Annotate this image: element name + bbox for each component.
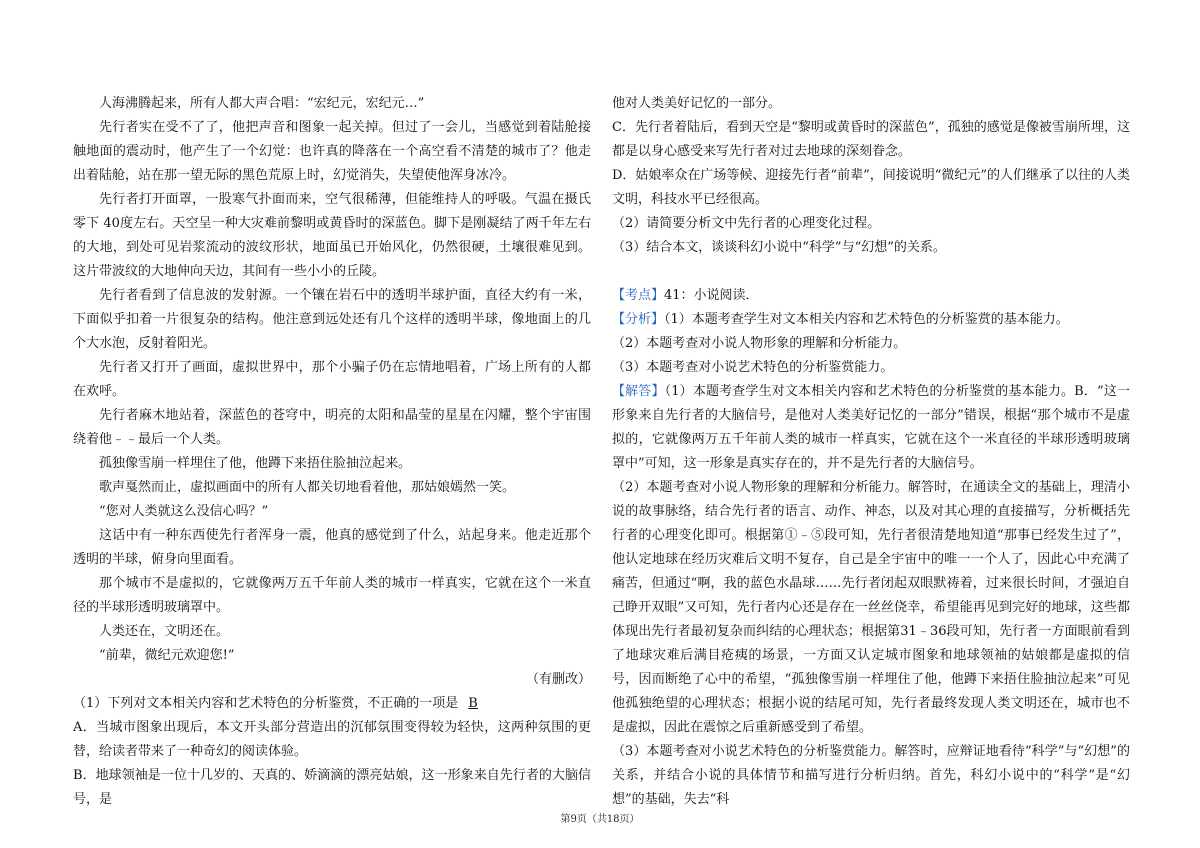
paragraph-text: 孤独像雪崩一样埋住了他，他蹲下来捂住脸抽泣起来。	[99, 456, 412, 471]
paragraph-text: （1）下列对文本相关内容和艺术特色的分析鉴赏，不正确的一项是	[73, 696, 459, 711]
paragraph-text: （1）本题考查学生对文本相关内容和艺术特色的分析鉴赏的基本能力。	[664, 312, 1069, 327]
answer-blank: B	[468, 696, 478, 711]
paragraph-text: （2）本题考查对小说人物形象的理解和分析能力。解答时，在通读全文的基础上，理清小说的故事脉络，结合先行者的语言、动作、神态，以及对其心理的直接描写，分析概括先行者的心理变化即可。根据第①﹣⑤段可知，先行者很清楚地知道“那事已经发生过了”，他认定地球在经历灾难后文明不复存，自己是全宇宙中的唯一一个人了，因此心中充满了痛苦，但通过“啊，我的蓝色水晶球……先行者闭起双眼默祷着，过来很长时间，才强迫自己睁开双眼”又可知，先行者内心还是存在一丝丝侥幸，希望能再见到完好的地球，这些都体现出先行者最初复杂而纠结的心理状态；根据第31﹣36段可知，先行者一方面眼前看到了地球灾难后满目疮痍的场景，一方面又认定城市图象和地球领袖的姑娘都是虚拟的信号，因而断绝了心中的希望，“孤独像雪崩一样埋住了他，他蹲下来捂住脸抽泣起来”可见他孤独绝望的心理状态；根据小说的结尾可知，先行者最终发现人类文明还在，城市也不是虚拟，因此在震惊之后重新感受到了希望。	[612, 480, 1130, 735]
paragraph-text: “前辈，微纪元欢迎您!”	[99, 648, 235, 663]
paragraph-text: B．地球领袖是一位十几岁的、天真的、娇滴滴的漂亮姑娘，这一形象来自先行者的大脑信号，是	[73, 768, 591, 807]
left-paragraph	[73, 116, 591, 188]
paragraph-text: （2）请简要分析文中先行者的心理变化过程。	[612, 216, 881, 231]
left-column	[73, 92, 591, 812]
paragraph-text: 歌声戛然而止，虚拟画面中的所有人都关切地看着他，那姑娘嫣然一笑。	[99, 480, 516, 495]
left-paragraph	[73, 92, 591, 116]
left-paragraph	[73, 284, 591, 356]
left-paragraph	[73, 668, 591, 692]
left-paragraph	[73, 404, 591, 452]
paragraph-text: 人海沸腾起来，所有人都大声合唱：“宏纪元，宏纪元…”	[99, 96, 425, 111]
right-paragraph	[612, 356, 1130, 380]
section-tag: 【考点】	[612, 288, 665, 303]
left-paragraph	[73, 716, 591, 764]
left-paragraph	[73, 692, 591, 716]
right-paragraph	[612, 116, 1130, 164]
paragraph-text: （3）本题考查对小说艺术特色的分析鉴赏能力。解答时，应辩证地看待“科学”与“幻想”的关系，并结合小说的具体情节和描写进行分析归纳。首先，科幻小说中的“科学”是“幻想”的基础，失去“科	[612, 744, 1130, 807]
right-paragraph	[612, 308, 1130, 332]
left-paragraph	[73, 524, 591, 572]
right-paragraph	[612, 92, 1130, 116]
paragraph-text: 先行者打开面罩，一股寒气扑面而来，空气很稀薄，但能维持人的呼吸。气温在摄氏零下 40度左右。天空呈一种大灾难前黎明或黄昏时的深蓝色。脚下是刚凝结了两千年左右的大地，到处可见岩浆流动的波纹形状，地面虽已开始风化，仍然很硬，土壤很难见到。这片带波纹的大地伸向天边，其间有一些小小的丘陵。	[73, 192, 591, 279]
right-paragraph	[612, 332, 1130, 356]
left-paragraph	[73, 500, 591, 524]
right-paragraph	[612, 236, 1130, 260]
left-paragraph	[73, 476, 591, 500]
paragraph-text: 41：小说阅读．	[664, 288, 759, 303]
right-paragraph	[612, 380, 1130, 476]
paragraph-text: 那个城市不是虚拟的，它就像两万五千年前人类的城市一样真实，它就在这个一米直径的半球形透明玻璃罩中。	[73, 576, 591, 615]
right-paragraph	[612, 284, 1130, 308]
left-paragraph	[73, 572, 591, 620]
left-paragraph	[73, 188, 591, 284]
paragraph-text: （3）本题考查对小说艺术特色的分析鉴赏能力。	[612, 360, 894, 375]
paragraph-text: C．先行者着陆后，看到天空是“黎明或黄昏时的深蓝色”，孤独的感觉是像被雪崩所埋，这都是以身心感受来写先行者对过去地球的深刻眷念。	[612, 120, 1130, 159]
right-column	[612, 92, 1130, 812]
paragraph-text: 先行者又打开了画面，虚拟世界中，那个小骗子仍在忘情地唱着，广场上所有的人都在欢呼。	[73, 360, 591, 399]
paragraph-text: 这话中有一种东西使先行者浑身一震，他真的感觉到了什么，站起身来。他走近那个透明的半球，俯身向里面看。	[73, 528, 591, 567]
paragraph-text: 先行者麻木地站着，深蓝色的苍穹中，明亮的太阳和晶莹的星星在闪耀，整个宇宙围绕着他﹣﹣最后一个人类。	[73, 408, 591, 447]
page-footer: 第9页（共18页）	[560, 814, 640, 825]
paragraph-text: （2）本题考查对小说人物形象的理解和分析能力。	[612, 336, 907, 351]
right-paragraph	[612, 212, 1130, 236]
right-paragraph	[612, 740, 1130, 812]
paragraph-text: （3）结合本文，谈谈科幻小说中“科学”与“幻想”的关系。	[612, 240, 946, 255]
left-paragraph	[73, 620, 591, 644]
right-paragraph	[612, 476, 1130, 740]
left-paragraph	[73, 356, 591, 404]
left-paragraph	[73, 644, 591, 668]
paragraph-text: 他对人类美好记忆的一部分。	[612, 96, 782, 111]
paragraph-text: 先行者实在受不了了，他把声音和图象一起关掉。但过了一会儿，当感觉到着陆舱接触地面的震动时，他产生了一个幻觉：也许真的降落在一个高空看不清楚的城市了？他走出着陆舱，站在那一望无际的黑色荒原上时，幻觉消失，失望使他浑身冰冷。	[73, 120, 591, 183]
paragraph-text: 先行者看到了信息波的发射源。一个镶在岩石中的透明半球护面，直径大约有一米，下面似乎扣着一片很复杂的结构。他注意到远处还有几个这样的透明半球，像地面上的几个大水泡，反射着阳光。	[73, 288, 591, 351]
section-tag: 【解答】	[612, 384, 665, 399]
paragraph-text: A．当城市图象出现后，本文开头部分营造出的沉郁氛围变得较为轻快，这两种氛围的更替，给读者带来了一种奇幻的阅读体验。	[73, 720, 591, 759]
paragraph-text: D．姑娘率众在广场等候、迎接先行者“前辈”，间接说明“微纪元”的人们继承了以往的人类文明，科技水平已经很高。	[612, 168, 1131, 207]
paragraph-text: （有删改）	[525, 672, 591, 687]
paragraph-text: 人类还在，文明还在。	[99, 624, 230, 639]
left-paragraph	[73, 764, 591, 812]
paragraph-text: （1）本题考查学生对文本相关内容和艺术特色的分析鉴赏的基本能力。B．“这一形象来自先行者的大脑信号，是他对人类美好记忆的一部分”错误，根据“那个城市不是虚拟的，它就像两万五千年前人类的城市一样真实，它就在这个一米直径的半球形透明玻璃罩中”可知，这一形象是真实存在的，并不是先行者的大脑信号。	[612, 384, 1130, 471]
left-paragraph	[73, 452, 591, 476]
right-paragraph	[612, 260, 1130, 284]
paragraph-text: “您对人类就这么没信心吗？”	[99, 504, 269, 519]
right-paragraph	[612, 164, 1130, 212]
section-tag: 【分析】	[612, 312, 665, 327]
